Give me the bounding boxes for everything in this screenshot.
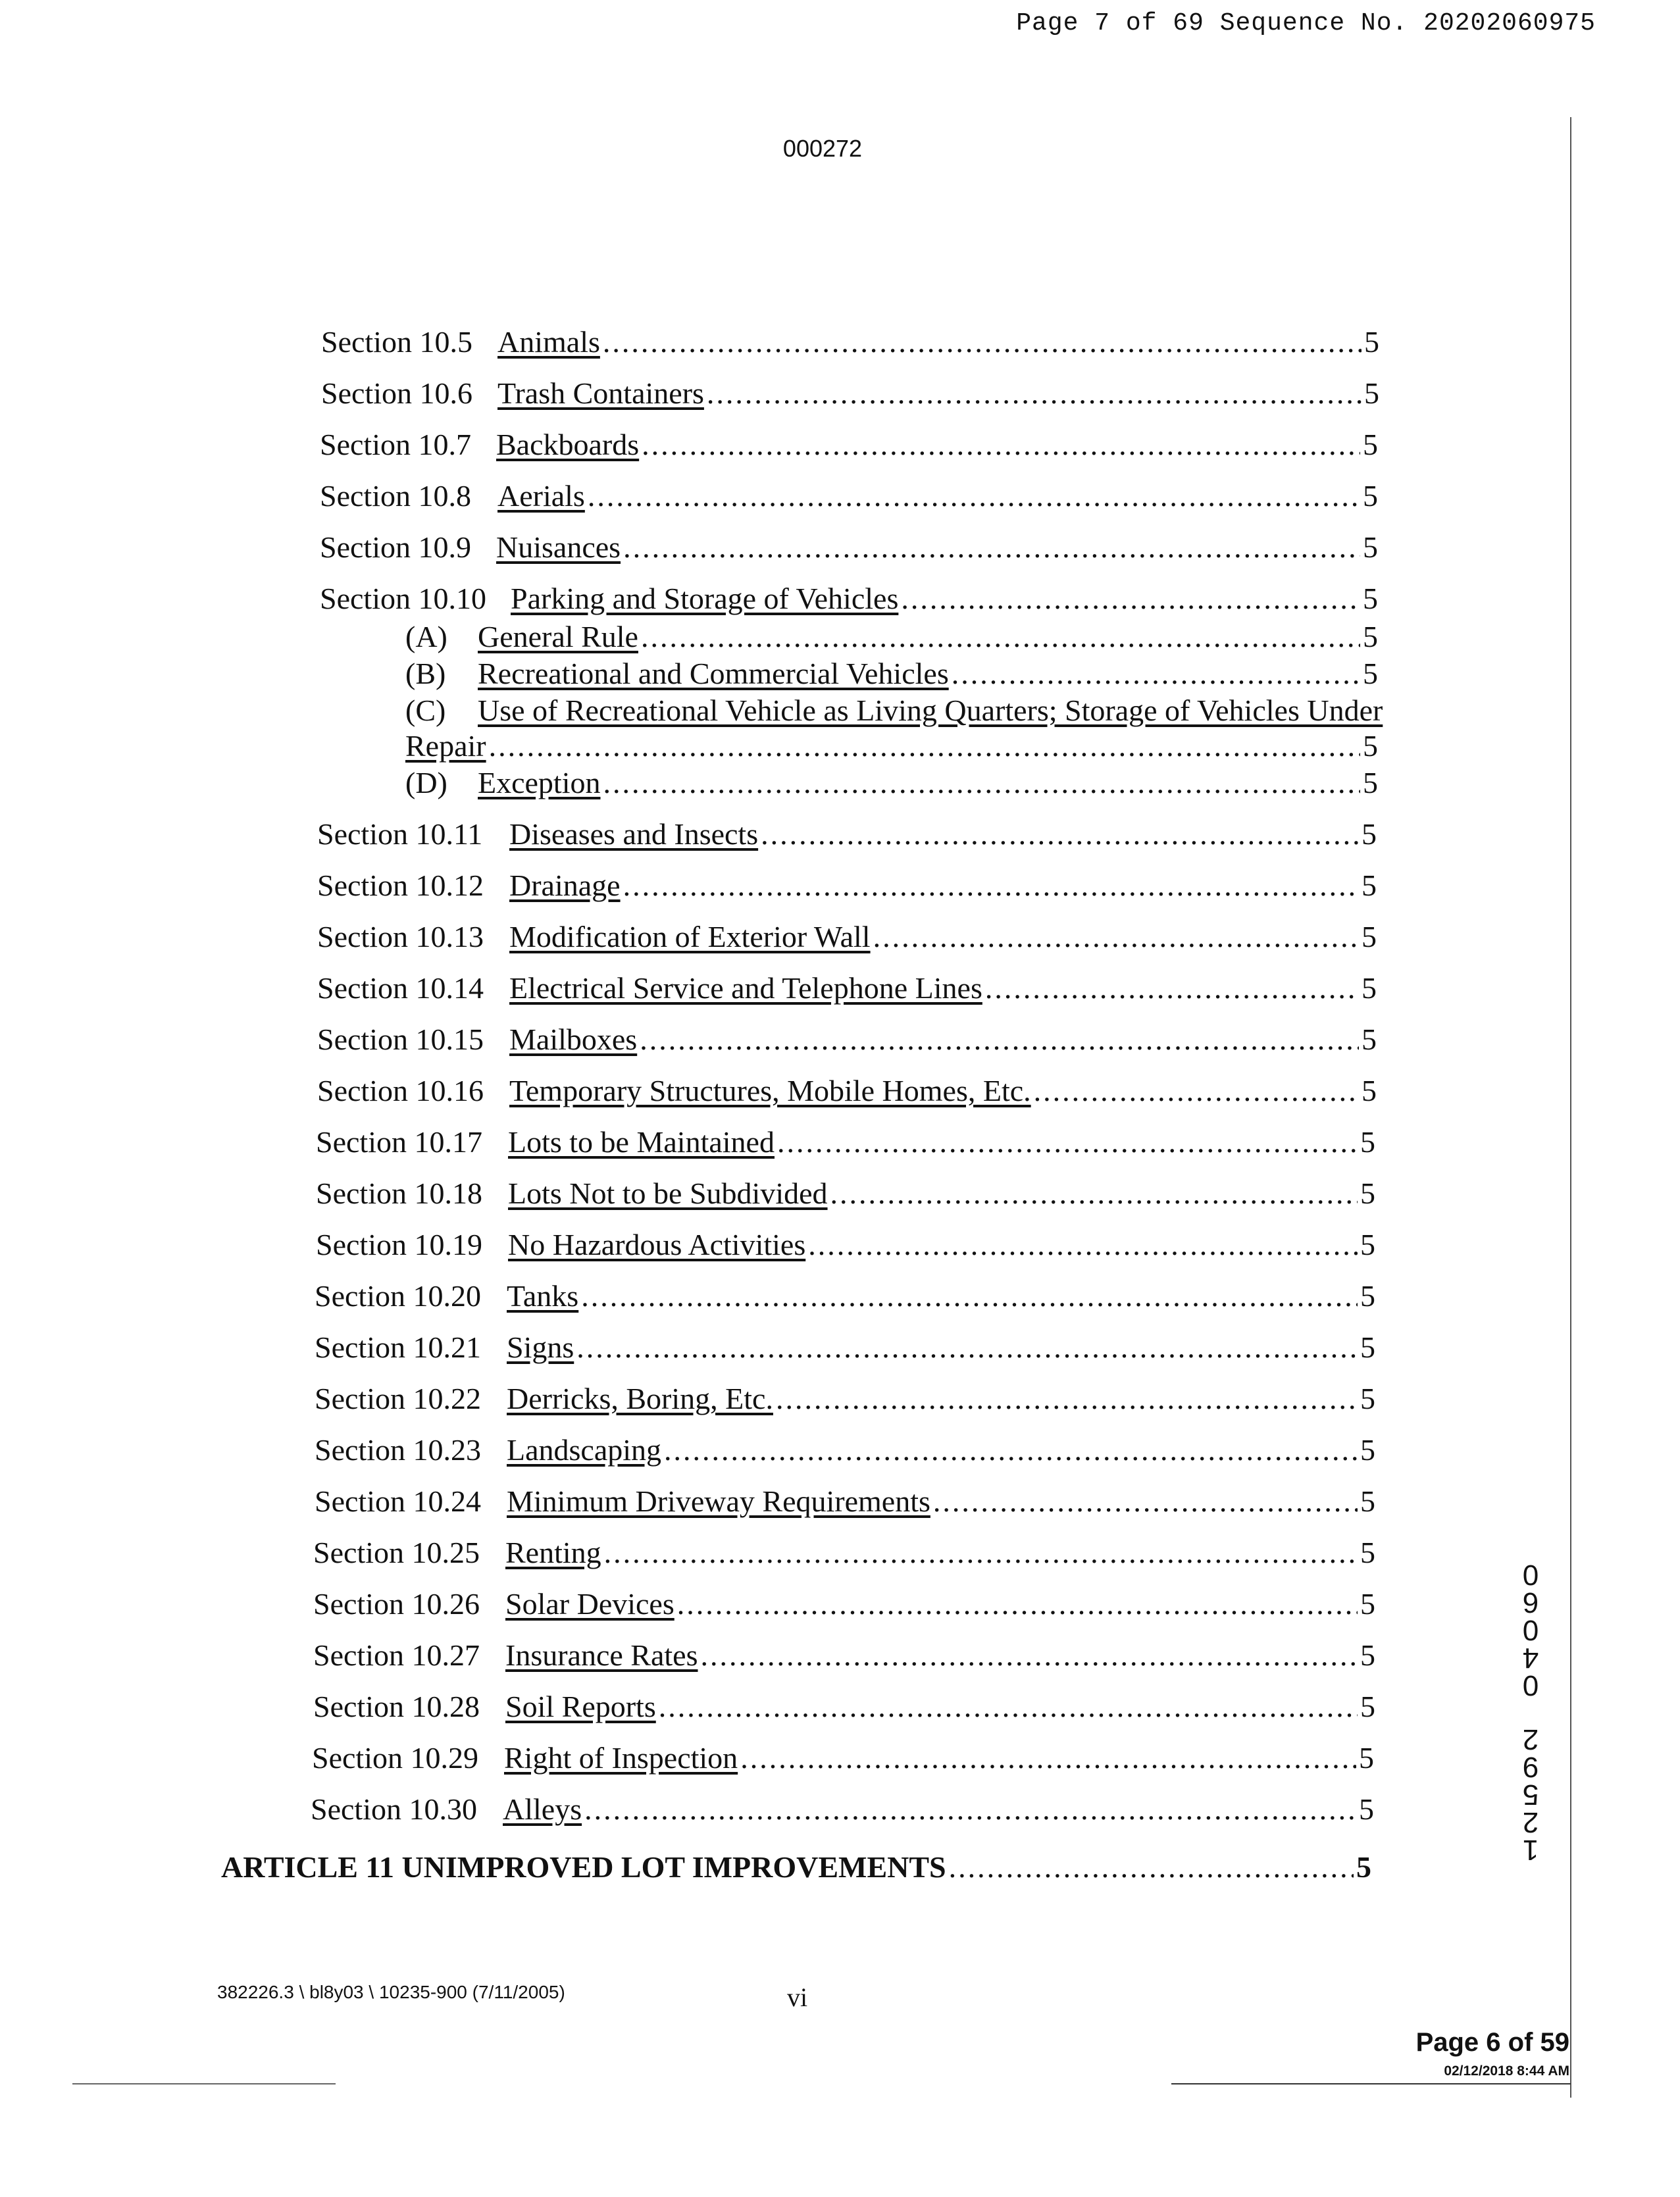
toc-row: [313, 1586, 1375, 1623]
section-number: Section 10.24: [315, 1484, 481, 1518]
side-digit: 9: [1522, 1751, 1539, 1783]
dot-leader: [707, 375, 1362, 412]
dot-leader: [701, 1637, 1358, 1674]
toc-row: [317, 816, 1377, 853]
toc-row: [313, 1688, 1375, 1725]
page-number: 5: [1364, 325, 1379, 359]
section-number: Section 10.18: [316, 1176, 482, 1210]
section-title: Electrical Service and Telephone Lines: [509, 971, 982, 1005]
dot-leader: [581, 1278, 1358, 1315]
page-number: 5: [1362, 971, 1377, 1005]
toc-subrow-continued: [405, 728, 1378, 765]
subsection-label: (A): [405, 620, 447, 653]
subsection-title: General Rule: [478, 620, 638, 653]
dot-leader: [584, 1791, 1356, 1828]
section-number: Section 10.28: [313, 1690, 480, 1723]
page-number: 5: [1362, 1023, 1377, 1056]
footer-reference: 382226.3 \ bl8y03 \ 10235-900 (7/11/2005): [217, 1982, 565, 2002]
toc-row: [317, 1021, 1377, 1058]
toc-row: [315, 1329, 1375, 1366]
subsection-label: (D): [405, 766, 447, 799]
page-number: 5: [1362, 817, 1377, 851]
page-number: 5: [1360, 1228, 1375, 1261]
page-number: 5: [1362, 920, 1377, 953]
dot-leader: [901, 580, 1360, 617]
page-number: 5: [1363, 657, 1378, 690]
dot-leader: [933, 1483, 1358, 1520]
section-title: Tanks: [507, 1279, 579, 1313]
dot-leader: [642, 426, 1360, 463]
dot-leader: [604, 1534, 1358, 1571]
subsection-label: (B): [405, 657, 446, 690]
section-title: No Hazardous Activities: [508, 1228, 806, 1261]
page-number: 5: [1363, 582, 1378, 615]
section-number: Section 10.5: [321, 325, 472, 359]
page-number: 5: [1363, 530, 1378, 564]
toc-row: [320, 478, 1378, 515]
page-number: 5: [1363, 479, 1378, 513]
section-number: Section 10.26: [313, 1587, 480, 1621]
section-title: Lots Not to be Subdivided: [508, 1176, 828, 1210]
subsection-title: Use of Recreational Vehicle as Living Quarters; Storage of Vehicles Under: [478, 694, 1383, 727]
dot-leader: [1034, 1073, 1359, 1109]
section-number: Section 10.7: [320, 428, 471, 461]
side-document-number: [1517, 1559, 1544, 1866]
toc-article-row: [221, 1848, 1371, 1887]
section-title: Trash Containers: [497, 376, 704, 410]
section-number: Section 10.25: [313, 1536, 480, 1569]
section-title: Mailboxes: [509, 1023, 638, 1056]
page-number: 5: [1363, 428, 1378, 461]
page-number: 5: [1359, 1741, 1374, 1775]
subsection-title-continued: Repair: [405, 729, 486, 763]
footer-page-number: vi: [787, 1982, 808, 2012]
section-number: Section 10.9: [320, 530, 471, 564]
toc-row: [313, 1637, 1375, 1674]
section-title: Solar Devices: [505, 1587, 675, 1621]
toc-row: [312, 1740, 1374, 1777]
stamp-page-count: Page 6 of 59: [1415, 2028, 1569, 2057]
dot-leader: [659, 1688, 1358, 1725]
side-digit: 2: [1522, 1806, 1539, 1838]
page-number: 5: [1359, 1792, 1374, 1826]
toc-row: [320, 426, 1378, 463]
toc-row: [317, 970, 1377, 1007]
section-number: Section 10.22: [315, 1382, 481, 1415]
dot-leader: [740, 1740, 1356, 1777]
page-header: Page 7 of 69 Sequence No. 20202060975: [1016, 9, 1596, 38]
page-number: 5: [1363, 620, 1378, 653]
toc-row: [320, 580, 1378, 617]
dot-leader: [588, 478, 1360, 515]
section-title: Backboards: [496, 428, 640, 461]
subsection-title: Recreational and Commercial Vehicles: [478, 657, 949, 690]
section-title: Insurance Rates: [505, 1638, 698, 1672]
page-number: 5: [1364, 376, 1379, 410]
bottom-rule: [1171, 2083, 1571, 2084]
page-number: 5: [1360, 1587, 1375, 1621]
toc-subrow: [405, 619, 1378, 655]
section-title: Signs: [507, 1330, 574, 1364]
section-title: Right of Inspection: [504, 1741, 738, 1775]
page-number: 5: [1360, 1433, 1375, 1467]
section-title: Parking and Storage of Vehicles: [511, 582, 899, 615]
section-number: Section 10.23: [315, 1433, 481, 1467]
section-title: Minimum Driveway Requirements: [507, 1484, 930, 1518]
dot-leader: [576, 1329, 1358, 1366]
dot-leader: [603, 765, 1361, 801]
toc-row: [316, 1124, 1375, 1161]
section-number: Section 10.10: [320, 582, 486, 615]
dot-leader: [677, 1586, 1358, 1623]
side-digit: 1: [1522, 1834, 1539, 1866]
section-number: Section 10.14: [317, 971, 484, 1005]
page-number: 5: [1356, 1850, 1371, 1884]
section-title: Soil Reports: [505, 1690, 656, 1723]
section-title: Drainage: [509, 869, 621, 902]
toc-row: [317, 1073, 1377, 1109]
article-title: ARTICLE 11 UNIMPROVED LOT IMPROVEMENTS: [221, 1850, 946, 1884]
dot-leader: [664, 1432, 1358, 1469]
section-title: Animals: [497, 325, 600, 359]
subsection-title: Exception: [478, 766, 601, 799]
toc-row: [313, 1534, 1375, 1571]
dot-leader: [623, 529, 1360, 566]
toc-row: [315, 1380, 1375, 1417]
side-digit: 0: [1522, 1614, 1539, 1646]
toc-row: [315, 1432, 1375, 1469]
page-number: 5: [1362, 1074, 1377, 1107]
toc-row: [315, 1278, 1375, 1315]
section-number: Section 10.12: [317, 869, 484, 902]
section-number: Section 10.13: [317, 920, 484, 953]
toc-row: [320, 529, 1378, 566]
side-gap: [1517, 1699, 1544, 1725]
side-digit: 0: [1522, 1669, 1539, 1702]
section-title: Alleys: [503, 1792, 582, 1826]
section-number: Section 10.11: [317, 817, 483, 851]
section-number: Section 10.20: [315, 1279, 481, 1313]
page-number: 5: [1362, 869, 1377, 902]
section-number: Section 10.21: [315, 1330, 481, 1364]
side-digit: 2: [1522, 1723, 1539, 1755]
dot-leader: [776, 1380, 1358, 1417]
side-digit: 6: [1522, 1586, 1539, 1619]
page-number: 5: [1363, 729, 1378, 763]
section-number: Section 10.16: [317, 1074, 484, 1107]
toc-row: [311, 1791, 1374, 1828]
dot-leader: [640, 1021, 1359, 1058]
toc-row: [315, 1483, 1375, 1520]
section-title: Derricks, Boring, Etc.: [507, 1382, 773, 1415]
dot-leader: [623, 867, 1359, 904]
toc-row: [321, 375, 1379, 412]
dot-leader: [985, 970, 1359, 1007]
toc-subrow: [405, 692, 1383, 729]
section-title: Modification of Exterior Wall: [509, 920, 871, 953]
subsection-label: (C): [405, 694, 446, 727]
toc-row: [321, 324, 1379, 361]
page-number: 5: [1363, 766, 1378, 799]
section-number: Section 10.6: [321, 376, 472, 410]
section-title: Landscaping: [507, 1433, 662, 1467]
section-title: Aerials: [497, 479, 585, 513]
section-title: Diseases and Insects: [509, 817, 759, 851]
page-number: 5: [1360, 1382, 1375, 1415]
section-number: Section 10.30: [311, 1792, 477, 1826]
toc-row: [317, 919, 1377, 955]
section-number: Section 10.17: [316, 1125, 482, 1159]
page-number: 5: [1360, 1690, 1375, 1723]
toc-subrow: [405, 765, 1378, 801]
dot-leader: [489, 728, 1360, 765]
page-number: 5: [1360, 1125, 1375, 1159]
dot-leader: [873, 919, 1359, 955]
side-digit: 4: [1522, 1642, 1539, 1674]
section-title: Lots to be Maintained: [508, 1125, 775, 1159]
section-title: Nuisances: [496, 530, 621, 564]
page-number: 5: [1360, 1176, 1375, 1210]
dot-leader: [603, 324, 1362, 361]
section-number: Section 10.27: [313, 1638, 480, 1672]
toc-row: [316, 1175, 1375, 1212]
side-digit: 5: [1522, 1779, 1539, 1811]
page-number: 5: [1360, 1279, 1375, 1313]
toc-row: [317, 867, 1377, 904]
dot-leader: [641, 619, 1360, 655]
section-number: Section 10.29: [312, 1741, 478, 1775]
dot-leader: [777, 1124, 1358, 1161]
dot-leader: [830, 1175, 1358, 1212]
section-title: Renting: [505, 1536, 601, 1569]
section-number: Section 10.8: [320, 479, 471, 513]
page-number: 5: [1360, 1330, 1375, 1364]
page-number: 5: [1360, 1484, 1375, 1518]
section-number: Section 10.19: [316, 1228, 482, 1261]
document-number: 000272: [782, 135, 863, 162]
toc-row: [316, 1226, 1375, 1263]
section-title: Temporary Structures, Mobile Homes, Etc.: [509, 1074, 1031, 1107]
dot-leader: [952, 655, 1360, 692]
section-number: Section 10.15: [317, 1023, 484, 1056]
dot-leader: [761, 816, 1359, 853]
side-digit: 0: [1522, 1559, 1539, 1591]
dot-leader: [949, 1848, 1354, 1887]
dot-leader: [808, 1226, 1358, 1263]
page-number: 5: [1360, 1638, 1375, 1672]
page-number: 5: [1360, 1536, 1375, 1569]
toc-subrow: [405, 655, 1378, 692]
stamp-date: 02/12/2018 8:44 AM: [1444, 2063, 1569, 2079]
bottom-rule-left: [72, 2083, 336, 2084]
